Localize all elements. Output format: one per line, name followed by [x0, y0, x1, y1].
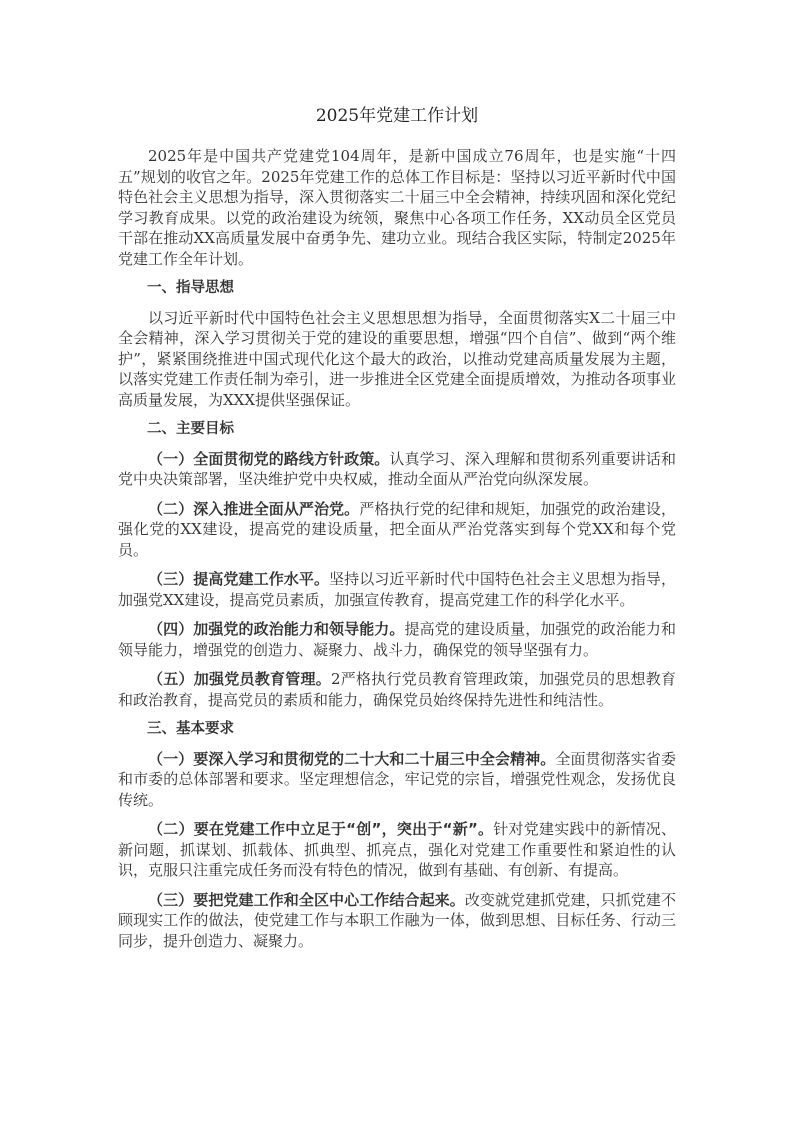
section-heading-main-goals: 二、主要目标 — [147, 421, 234, 437]
goal-item-3-text: 坚持以习近平新时代中国特色社会主义思想为指导，加强党XX建设，提高党员素质，加强宣传教育，提高党建工作的科学化水平。 — [118, 570, 676, 609]
goal-item-3-lead: （三）提高党建工作水平。 — [148, 570, 330, 588]
goal-item-5-lead: （五）加强党员教育管理。 — [148, 670, 331, 688]
goal-item-2-text: 严格执行党的纪律和规矩，加强党的政治建设，强化党的XX建设，提高党的建设质量，把全面从严治党落实到每个党XX和每个党员。 — [118, 499, 676, 559]
goal-item-4 — [118, 619, 676, 660]
requirement-item-2 — [118, 819, 676, 881]
requirement-item-3-text: 改变就党建抓党建，只抓党建不顾现实工作的做法，使党建工作与本职工作融为一体，做到思想、目标任务、行动三同步，提升创造力、凝聚力。 — [118, 890, 676, 950]
goal-item-5 — [118, 669, 676, 710]
section-heading-guiding-thought: 一、指导思想 — [147, 280, 234, 296]
goal-item-2 — [118, 499, 676, 561]
requirement-item-3 — [118, 890, 676, 952]
goal-item-2-lead: （二）深入推进全面从严治党。 — [148, 499, 360, 518]
document-page — [118, 104, 676, 960]
requirement-item-1 — [118, 749, 676, 811]
section-heading-basic-requirements: 三、基本要求 — [147, 721, 234, 737]
goal-item-1-text: 认真学习、深入理解和贯彻系列重要讲话和党中央决策部署，坚决维护党中央权威，推动全面从严治党向纵深发展。 — [118, 449, 676, 488]
goal-item-4-lead: （四）加强党的政治能力和领导能力。 — [148, 620, 405, 638]
goal-item-5-text: 2严格执行党员教育管理政策，加强党员的思想教育和政治教育，提高党员的素质和能力，确保党员始终保持先进性和纯洁性。 — [118, 670, 676, 709]
guiding-thought-paragraph: 以习近平新时代中国特色社会主义思想思想为指导，全面贯彻落实X二十届三中全会精神，深入学习贯彻关于党的建设的重要思想，增强“四个自信”、做到“两个维护”，紧紧围绕推进中国式现代化这个最大的政治，以推动党建高质量发展为主题，以落实党建工作责任制为牵引，进一步推进全区党建全面提质增效，为推动各项事业高质量发展，为XXX提供坚强保证。 — [118, 308, 676, 409]
goal-item-4-text: 提高党的建设质量，加强党的政治能力和领导能力，增强党的创造力、凝聚力、战斗力，确保党的领导坚强有力。 — [118, 620, 676, 659]
requirement-item-2-text: 针对党建实践中的新情况、新问题，抓谋划、抓载体、抓典型、抓亮点，强化对党建工作重要性和紧迫性的认识，克服只注重完成任务而没有特色的情况，做到有基础、有创新、有提高。 — [118, 820, 676, 879]
requirement-item-3-lead: （三）要把党建工作和全区中心工作结合起来。 — [148, 890, 465, 909]
intro-paragraph: 2025年是中国共产党建党104周年，是新中国成立76周年，也是实施“十四五”规划的收官之年。2025年党建工作的总体工作目标是：坚持以习近平新时代中国特色社会主义思想为指导，深入贯彻落实二十届三中全会精神，持续巩固和深化党纪学习教育成果。以党的政治建设为统领，聚焦中心各项工作任务，XX动员全区党员干部在推动XX高质量发展中奋勇争先、建功立业。现结合我区实际，特制定2025年党建工作全年计划。 — [118, 147, 676, 268]
requirement-item-1-lead: （一）要深入学习和贯彻党的二十大和二十届三中全会精神。 — [148, 749, 556, 768]
goal-item-3 — [118, 569, 676, 610]
requirement-item-2-lead: （二）要在党建工作中立足于“创”，突出于“新”。 — [148, 820, 494, 838]
goal-item-1 — [118, 449, 676, 490]
document-title: 2025年党建工作计划 — [315, 106, 479, 126]
requirement-item-1-text: 全面贯彻落实省委和市委的总体部署和要求。坚定理想信念，牢记党的宗旨，增强党性观念，发扬优良传统。 — [118, 749, 676, 809]
goal-item-1-lead: （一）全面贯彻党的路线方针政策。 — [148, 449, 390, 468]
